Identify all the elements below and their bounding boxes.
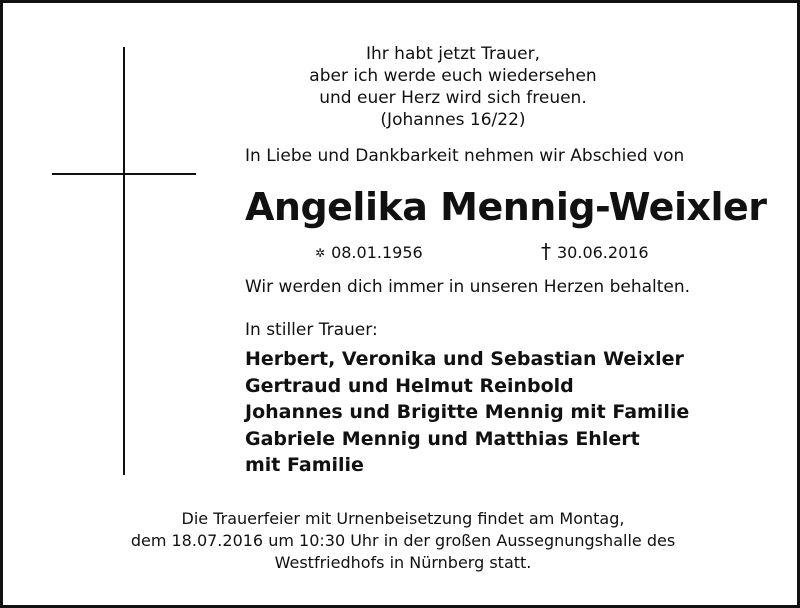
funeral-line: Westfriedhofs in Nürnberg statt. bbox=[274, 553, 532, 572]
bible-verse bbox=[303, 43, 603, 131]
mourner-line: Johannes und Brigitte Mennig mit Familie bbox=[245, 401, 690, 423]
birth-date-group bbox=[315, 243, 423, 262]
verse-line: aber ich werde euch wiedersehen bbox=[309, 66, 597, 86]
death-cross-icon: † bbox=[541, 239, 551, 263]
mourning-label: In stiller Trauer: bbox=[245, 320, 378, 340]
death-date-group bbox=[541, 239, 649, 263]
life-dates bbox=[315, 239, 735, 267]
funeral-line: Die Trauerfeier mit Urnenbeisetzung findet am Montag, bbox=[181, 509, 625, 528]
birth-date: 08.01.1956 bbox=[331, 243, 423, 262]
memory-line: Wir werden dich immer in unseren Herzen behalten. bbox=[245, 277, 691, 297]
mourners-list bbox=[245, 346, 689, 479]
cross-horizontal-bar bbox=[52, 173, 196, 175]
mourner-line: Gertraud und Helmut Reinbold bbox=[245, 374, 574, 397]
mourner-line: mit Familie bbox=[245, 454, 364, 476]
death-date: 30.06.2016 bbox=[557, 243, 649, 262]
mourner-line: Gabriele Mennig und Matthias Ehlert bbox=[245, 427, 640, 450]
verse-line: und euer Herz wird sich freuen. bbox=[319, 88, 587, 108]
birth-star-icon: ✲ bbox=[315, 246, 326, 260]
verse-reference: (Johannes 16/22) bbox=[380, 110, 526, 130]
deceased-name: Angelika Mennig-Weixler bbox=[245, 185, 767, 229]
cross-vertical-bar bbox=[123, 47, 125, 475]
verse-line: Ihr habt jetzt Trauer, bbox=[366, 44, 540, 64]
farewell-intro: In Liebe und Dankbarkeit nehmen wir Abschied von bbox=[245, 146, 685, 166]
mourner-line: Herbert, Veronika und Sebastian Weixler bbox=[245, 348, 684, 370]
funeral-line: dem 18.07.2016 um 10:30 Uhr in der großen Aussegnungshalle des bbox=[130, 531, 676, 550]
funeral-info bbox=[63, 508, 743, 574]
